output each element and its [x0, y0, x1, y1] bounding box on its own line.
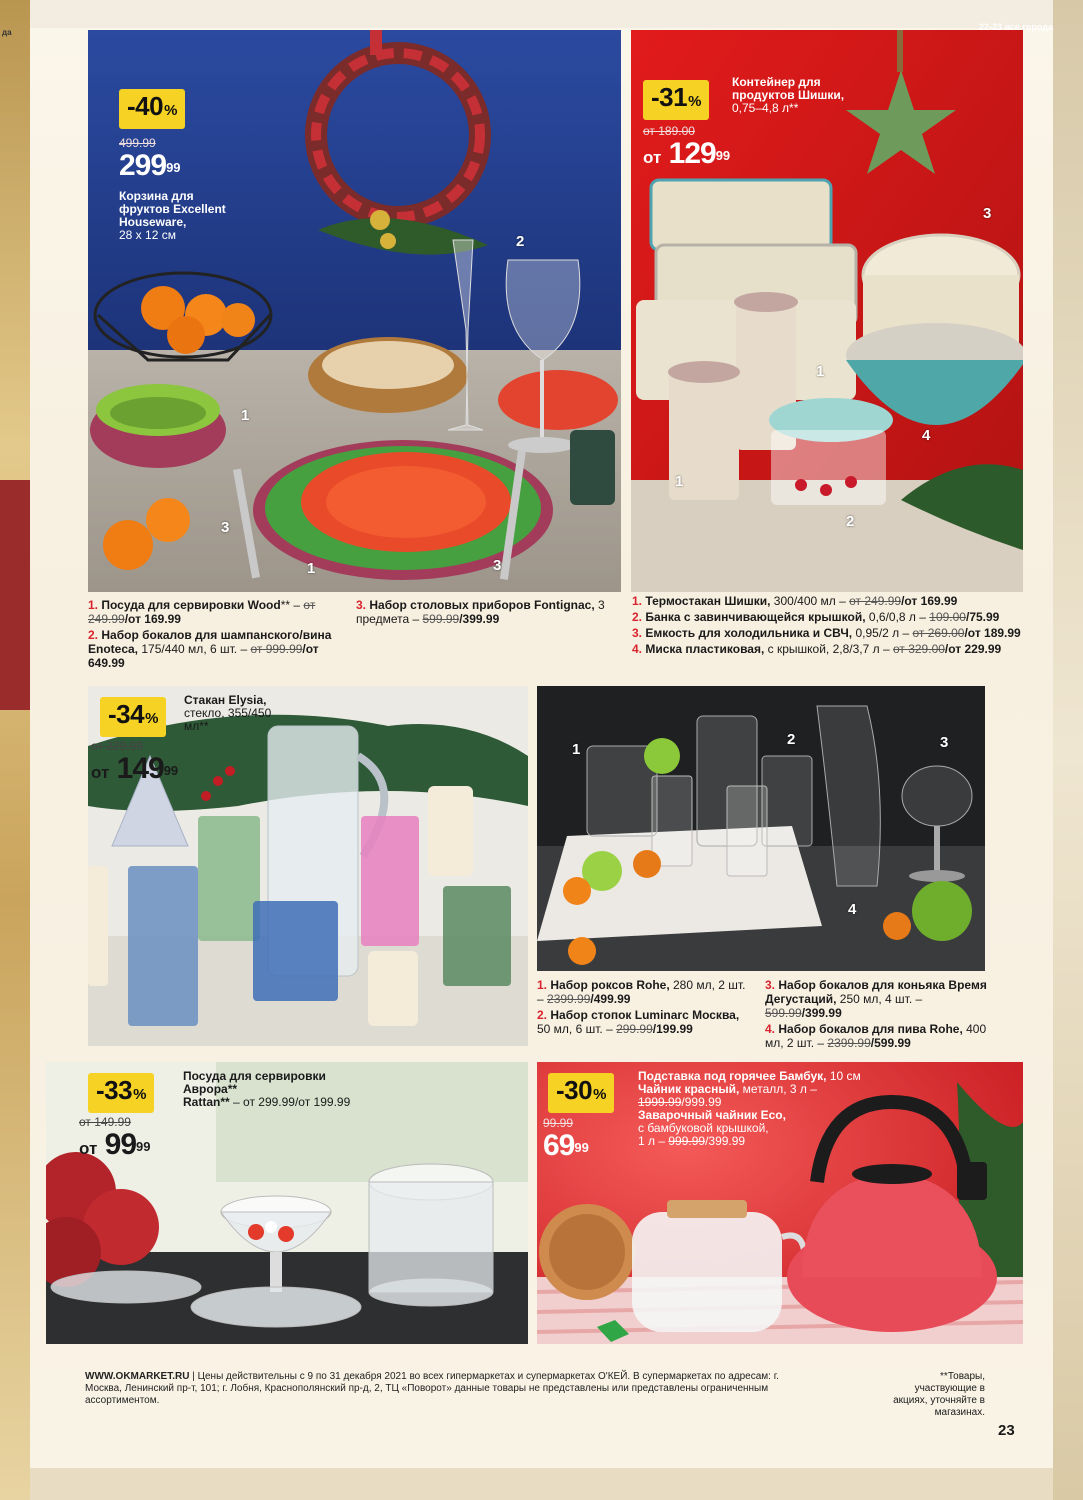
- discount-value: -31: [651, 82, 688, 112]
- footnote: **Товары, участвующие в акциях, уточняйте в магазинах.: [893, 1371, 985, 1418]
- item-name: Подставка под горячее Бамбук,: [638, 1069, 827, 1083]
- item-name: Емкость для холодильника и СВЧ,: [645, 626, 853, 640]
- product-name: Посуда для сервировки Аврора**: [183, 1069, 326, 1096]
- item-name: Набор стопок Luminarc Москва,: [550, 1008, 740, 1022]
- marker-1b: 1: [307, 560, 316, 577]
- product-size: стекло, 355/450 мл**: [184, 706, 272, 733]
- legal-footer: [85, 1371, 805, 1407]
- old-price: от 149.99: [79, 1115, 131, 1129]
- panel-containers: [631, 30, 1023, 592]
- item-spec: 300/400 мл –: [770, 594, 850, 608]
- caption-item: [765, 978, 987, 1020]
- marker-1: 1: [241, 407, 250, 424]
- price-block: [643, 124, 730, 174]
- current-price: [643, 138, 730, 174]
- caption-item: [537, 1008, 755, 1036]
- current-price: [119, 150, 269, 182]
- item-spec: 10 см: [826, 1069, 861, 1083]
- product-desc: [638, 1070, 868, 1148]
- item-spec: 0,6/0,8 л –: [865, 610, 930, 624]
- item-new-price: /199.99: [652, 1022, 693, 1036]
- price-kopecks: 99: [136, 1139, 151, 1154]
- price-block: [119, 136, 269, 242]
- item-name: Миска пластиковая,: [645, 642, 765, 656]
- product-size: 0,75–4,8 л**: [732, 101, 799, 115]
- percent-sign: %: [688, 93, 701, 110]
- price-from: от: [79, 1139, 98, 1158]
- discount-badge: [88, 1073, 154, 1113]
- marker-1: 1: [572, 741, 581, 758]
- panel-tableware: [88, 30, 621, 592]
- price-from: от: [643, 148, 662, 167]
- price-from: от: [91, 763, 110, 782]
- side-label: да: [2, 28, 12, 37]
- item-old-price: от 329.00: [892, 642, 945, 656]
- discount-badge: [643, 80, 709, 120]
- price-rubles: 149: [116, 752, 164, 785]
- item-spec: 50 мл, 6 шт. –: [537, 1022, 617, 1036]
- marker-3: 3: [940, 734, 949, 751]
- product-price-range: – от 299.99/от 199.99: [229, 1095, 351, 1109]
- item-number: 4.: [765, 1022, 776, 1036]
- item-number: 4.: [632, 642, 643, 656]
- caption-item: [632, 610, 1024, 624]
- product-name: Корзина для фруктов Excellent Houseware,: [119, 189, 226, 229]
- price-rubles: 129: [668, 137, 716, 170]
- item-name: Банка с завинчивающейся крышкой,: [645, 610, 866, 624]
- caption-shots-right: [765, 978, 987, 1052]
- item-number: 1.: [537, 978, 548, 992]
- price-rubles: 69: [543, 1129, 575, 1162]
- marker-4: 4: [922, 427, 931, 444]
- marker-2: 2: [787, 731, 796, 748]
- caption-item: [356, 598, 616, 626]
- item-old-price: 599.99: [422, 612, 460, 626]
- panel-glass-bowls: [46, 1062, 528, 1344]
- marker-2: 2: [516, 233, 525, 250]
- price-kopecks: 99: [163, 763, 179, 778]
- caption-item: [88, 628, 353, 670]
- item-name: Чайник красный,: [638, 1082, 740, 1096]
- item-spec: 0,95/2 л –: [852, 626, 913, 640]
- item-name: Набор бокалов для пива Rohe,: [778, 1022, 963, 1036]
- item-number: 2.: [632, 610, 643, 624]
- left-red-accent: [0, 480, 30, 710]
- current-price: [543, 1130, 589, 1162]
- price-rubles: 99: [104, 1128, 137, 1161]
- caption-item: [632, 626, 1024, 640]
- caption-item: [632, 642, 1024, 656]
- current-price: [91, 753, 178, 789]
- page-number: 23: [998, 1422, 1015, 1439]
- percent-sign: %: [593, 1086, 606, 1103]
- old-price: 499.99: [119, 136, 156, 150]
- discount-value: -30: [556, 1075, 593, 1105]
- item-name: Термостакан Шишки,: [645, 594, 771, 608]
- item-spec: с крышкой, 2,8/3,7 л –: [764, 642, 893, 656]
- item-old-price: 109.00: [929, 610, 966, 624]
- item-spec: ** –: [280, 598, 301, 612]
- item-name: Набор роксов Rohe,: [550, 978, 670, 992]
- marker-4: 4: [848, 901, 857, 918]
- item-spec: 280 мл, 2 шт. –: [537, 978, 746, 1006]
- item-old-price: 999.99: [668, 1134, 706, 1148]
- corner-label: 22-23 все города: [978, 22, 1053, 32]
- item-new-price: /399.99: [801, 1006, 842, 1020]
- caption-shots-left: [537, 978, 755, 1038]
- percent-sign: %: [145, 710, 158, 727]
- item-name: Посуда для сервировки Wood: [101, 598, 281, 612]
- item-old-price: 599.99: [765, 1006, 802, 1020]
- item-spec: 250 мл, 4 шт. –: [836, 992, 923, 1006]
- panel-kettle: [537, 1062, 1023, 1344]
- discount-badge: [119, 89, 185, 129]
- old-price: от 229.99: [91, 739, 143, 753]
- product-size: 28 x 12 см: [119, 228, 176, 242]
- discount-value: -33: [96, 1075, 133, 1105]
- panel-glasses: [88, 686, 528, 1046]
- product-desc: [184, 694, 294, 733]
- discount-badge: [548, 1073, 614, 1113]
- item-number: 3.: [632, 626, 643, 640]
- item-name: Набор бокалов для шампанского/вина Enoteca,: [88, 628, 332, 656]
- product-desc: [183, 1070, 383, 1109]
- marker-3b: 3: [493, 557, 502, 574]
- discount-badge: [100, 697, 166, 737]
- marker-1: 1: [816, 363, 825, 380]
- item-number: 2.: [88, 628, 99, 642]
- item-name: Набор столовых приборов Fontignac,: [369, 598, 595, 612]
- legal-text: | Цены действительны с 9 по 31 декабря 2021 во всех гипермаркетах и супермаркетах О'КЕЙ. В супермаркетах по адресам: г. Москва, Ленинский пр-т, 101; г. Лобня, Краснополянский пр-д, 2, ТЦ «Поворот» данные товары не представлены или представлены ограниченным ассортиментом.: [85, 1371, 779, 1406]
- current-price: [79, 1129, 150, 1165]
- item-spec: 1 л –: [638, 1134, 669, 1148]
- marker-3: 3: [221, 519, 230, 536]
- item-new-price: /от 169.99: [124, 612, 181, 626]
- item-new-price: /от 649.99: [88, 642, 319, 670]
- item-number: 2.: [537, 1008, 548, 1022]
- item-new-price: /от 229.99: [944, 642, 1002, 656]
- price-rubles: 299: [119, 149, 167, 182]
- price-kopecks: 99: [574, 1140, 589, 1155]
- item-name: Набор бокалов для коньяка Время Дегустаций,: [765, 978, 987, 1006]
- marker-2: 2: [846, 513, 855, 530]
- item-new-price: /399.99: [459, 612, 500, 626]
- panel-shot-glasses: [537, 686, 985, 971]
- item-number: 3.: [765, 978, 776, 992]
- item-name: Заварочный чайник Eco,: [638, 1108, 786, 1122]
- bottom-decor-strip: [30, 1468, 1053, 1500]
- item-spec: металл, 3 л –: [739, 1082, 817, 1096]
- product-name: Контейнер для продуктов Шишки,: [732, 75, 845, 102]
- caption-item: [765, 1022, 987, 1050]
- item-new-price: /399.99: [705, 1134, 746, 1148]
- product-name: Стакан Elysia,: [184, 693, 267, 707]
- caption-item: [537, 978, 755, 1006]
- item-spec: с бамбуковой крышкой,: [638, 1121, 769, 1135]
- site-link[interactable]: WWW.OKMARKET.RU: [85, 1371, 190, 1382]
- item-old-price: от 999.99: [250, 642, 303, 656]
- price-block: [543, 1116, 589, 1162]
- item-old-price: от 249.99: [849, 594, 902, 608]
- marker-1b: 1: [675, 473, 684, 490]
- item-old-price: 299.99: [616, 1022, 653, 1036]
- price-kopecks: 99: [166, 160, 181, 175]
- price-kopecks: 99: [715, 148, 731, 163]
- product-desc: [119, 190, 239, 242]
- caption-containers: [632, 594, 1024, 658]
- item-spec: 175/440 мл, 6 шт. –: [138, 642, 248, 656]
- desc-line: [638, 1135, 868, 1148]
- old-price: 99.99: [543, 1116, 574, 1130]
- item-new-price: /от 189.99: [964, 626, 1021, 640]
- item-new-price: /499.99: [590, 992, 631, 1006]
- discount-value: -34: [108, 699, 145, 729]
- caption-tableware-right: [356, 598, 616, 628]
- discount-value: -40: [127, 91, 164, 121]
- item-old-price: от 249.99: [88, 598, 316, 626]
- item-old-price: 2399.99: [547, 992, 591, 1006]
- item-new-price: /599.99: [870, 1036, 911, 1050]
- caption-tableware-left: [88, 598, 353, 672]
- caption-item: [632, 594, 1024, 608]
- percent-sign: %: [133, 1086, 146, 1103]
- item-new-price: /от 169.99: [901, 594, 958, 608]
- item-new-price: /999.99: [681, 1095, 722, 1109]
- shot-glasses-photo: [537, 686, 985, 971]
- price-block: [91, 739, 178, 789]
- old-price: от 189.00: [643, 124, 695, 138]
- caption-item: [88, 598, 353, 626]
- item-number: 3.: [356, 598, 367, 612]
- item-spec: 400 мл, 2 шт. –: [765, 1022, 987, 1050]
- item-number: 1.: [88, 598, 99, 612]
- item-new-price: /75.99: [965, 610, 1000, 624]
- item-old-price: 2399.99: [827, 1036, 871, 1050]
- product-name-2: Rattan**: [183, 1095, 230, 1109]
- left-decor-strip: [0, 0, 30, 1500]
- right-decor-strip: [1053, 0, 1083, 1500]
- item-number: 1.: [632, 594, 643, 608]
- percent-sign: %: [164, 102, 177, 119]
- price-block: [79, 1115, 150, 1165]
- item-old-price: 1999.99: [638, 1095, 682, 1109]
- item-spec: 3 предмета –: [356, 598, 605, 626]
- marker-3: 3: [983, 205, 992, 222]
- item-old-price: от 269.00: [912, 626, 965, 640]
- product-desc: [732, 76, 872, 115]
